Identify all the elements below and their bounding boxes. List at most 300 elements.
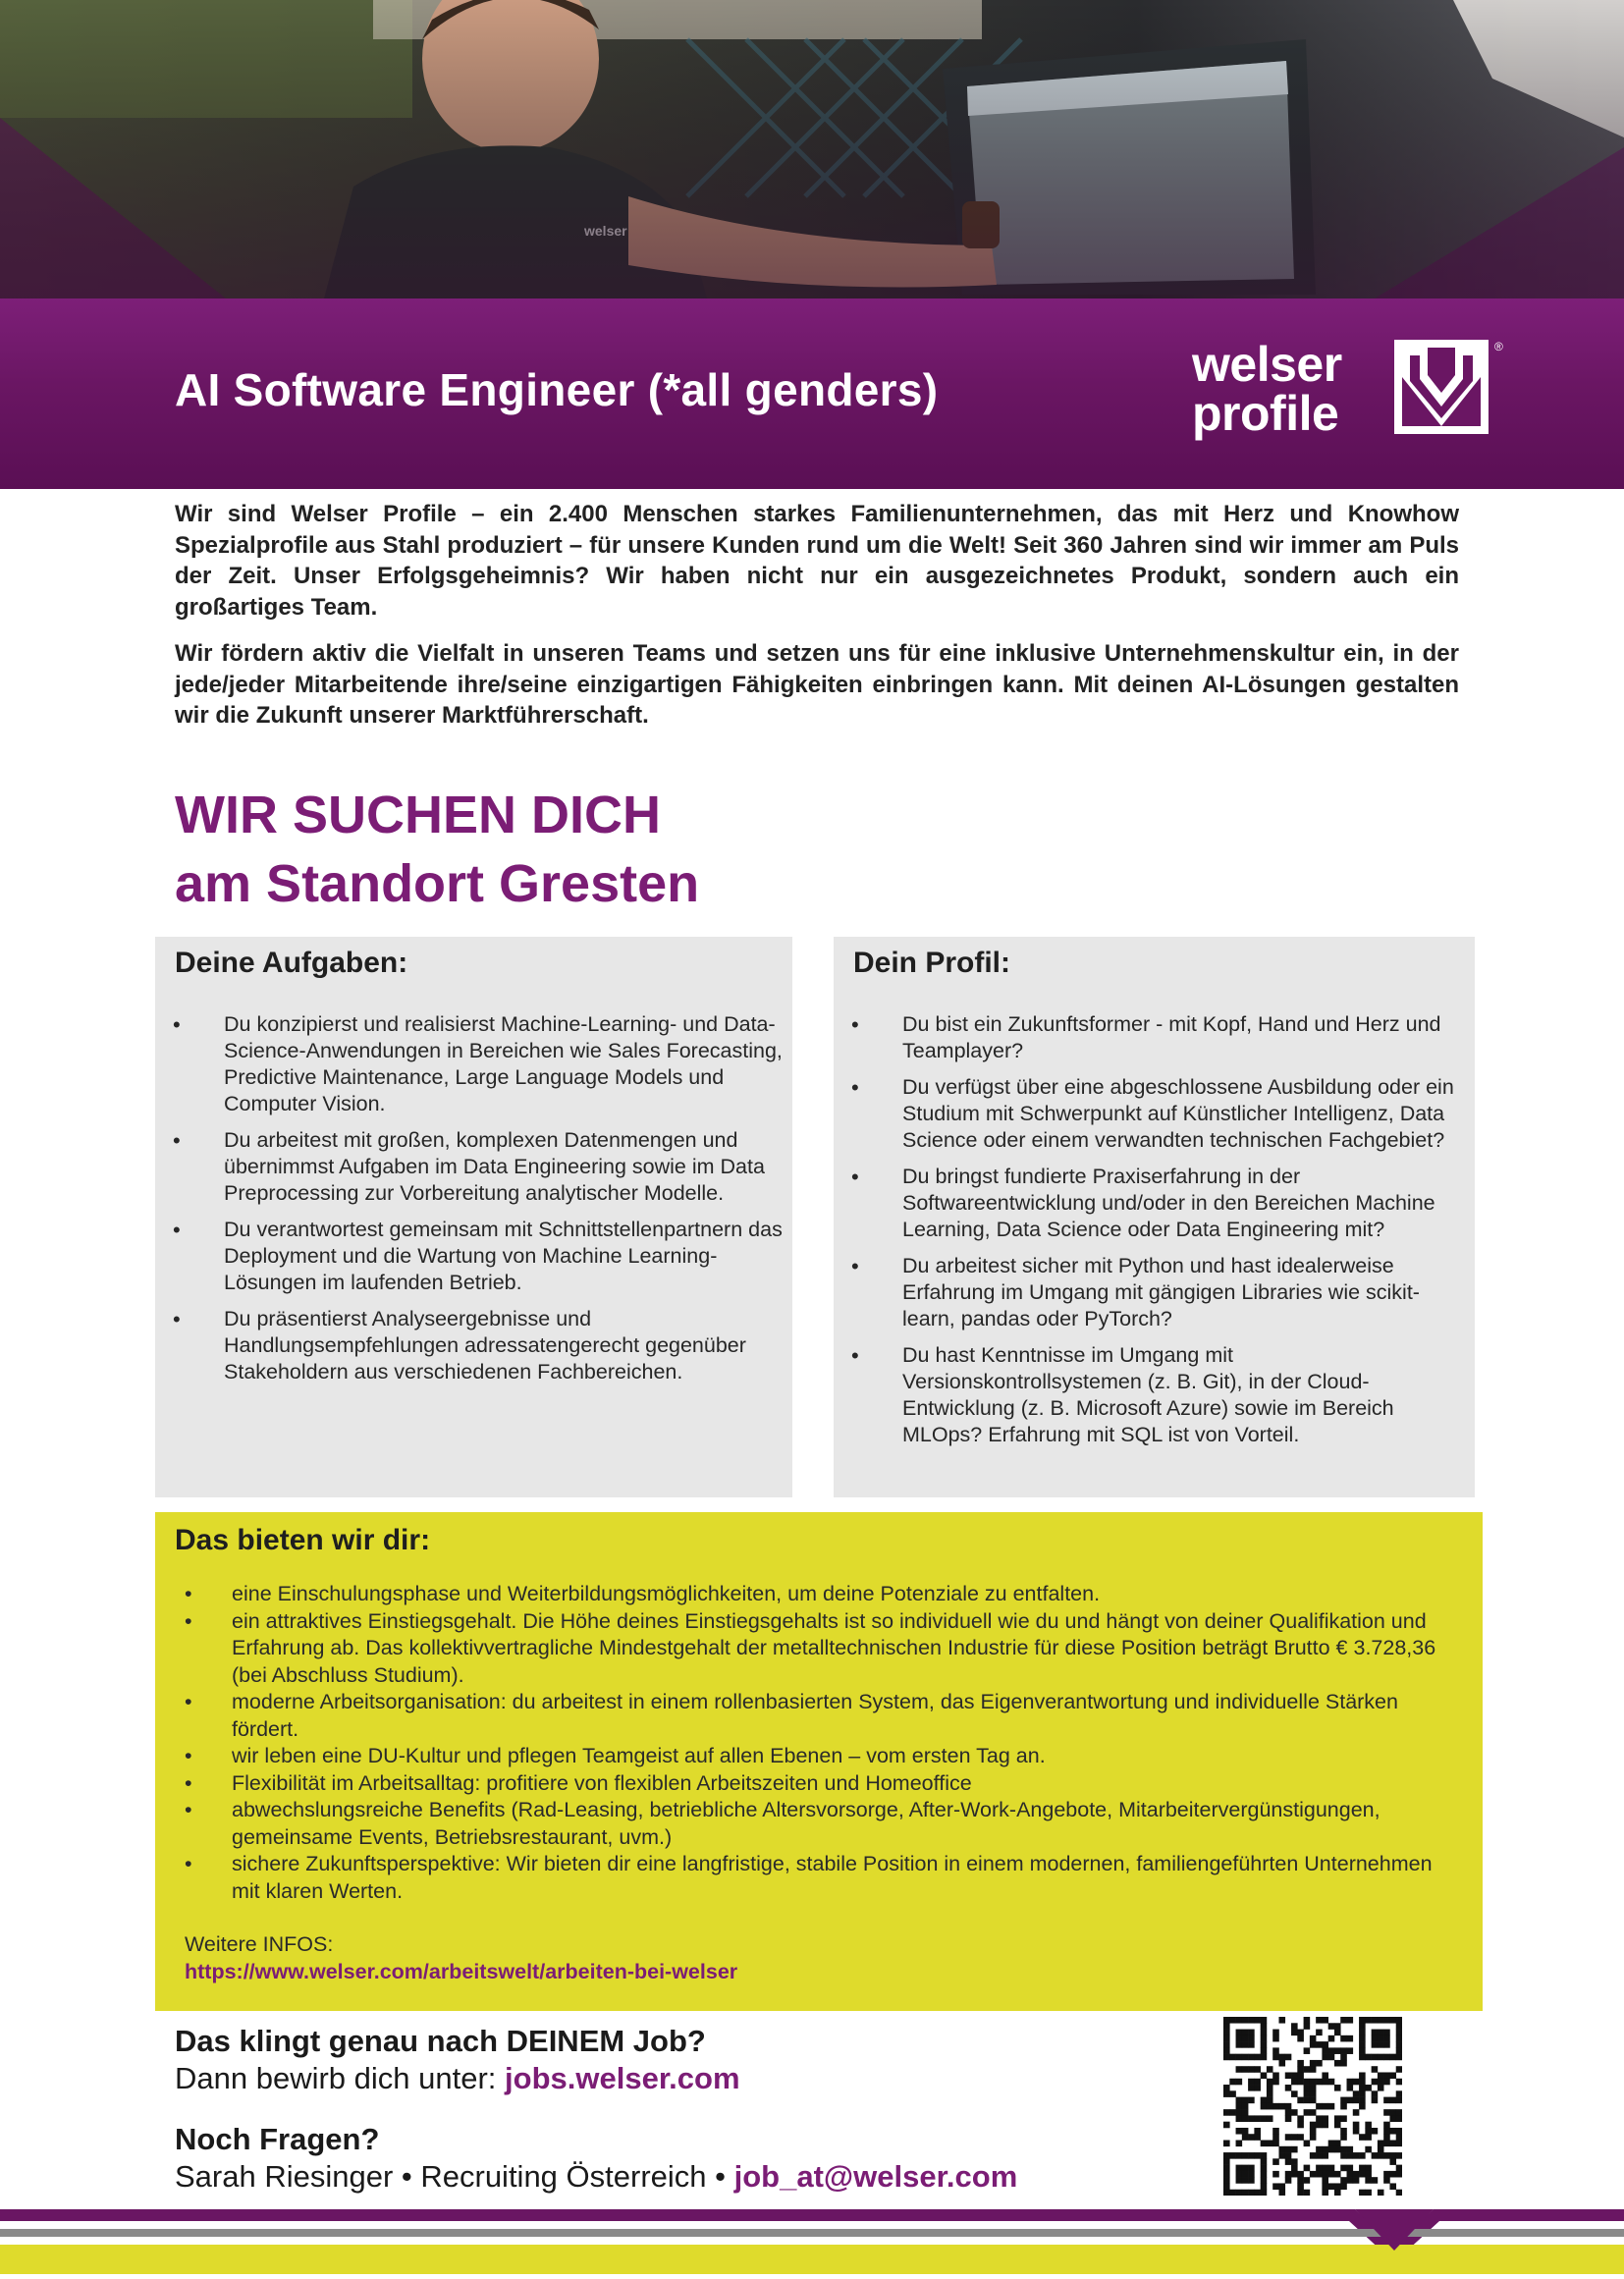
qr-module — [1229, 2054, 1236, 2061]
qr-module — [1223, 2183, 1230, 2190]
qr-module — [1340, 2047, 1347, 2054]
qr-module — [1359, 2072, 1366, 2079]
qr-module — [1316, 2152, 1323, 2159]
qr-module — [1223, 2035, 1230, 2042]
qr-module — [1285, 2146, 1292, 2153]
qr-module — [1254, 2079, 1261, 2086]
qr-module — [1229, 2079, 1236, 2086]
list-item: • sichere Zukunftsperspektive: Wir bieten dir eine langfristige, stabile Position in einem modernen, familiengeführten Unternehmen mit klaren Werten. — [155, 1851, 1461, 1905]
qr-module — [1347, 2017, 1354, 2024]
qr-module — [1383, 2141, 1390, 2147]
apply-question: Das klingt genau nach DEINEM Job? — [175, 2024, 706, 2058]
qr-module — [1297, 2171, 1304, 2178]
qr-module — [1353, 2122, 1360, 2129]
qr-module — [1328, 2146, 1335, 2153]
offer-box — [155, 1512, 1483, 2011]
qr-module — [1304, 2085, 1311, 2091]
qr-module — [1285, 2115, 1292, 2122]
qr-module — [1316, 2060, 1323, 2067]
qr-module — [1261, 2035, 1268, 2042]
qr-module — [1359, 2079, 1366, 2086]
headline-line-1: WIR SUCHEN DICH — [175, 786, 661, 844]
qr-module — [1285, 2134, 1292, 2141]
list-item: • Du verantwortest gemeinsam mit Schnittstellenpartnern das Deployment und die Wartung von Machine Learning-Lösungen im laufenden Betrieb. — [155, 1217, 784, 1296]
qr-module — [1223, 2171, 1230, 2178]
qr-module — [1359, 2090, 1366, 2097]
intro-text — [175, 499, 1459, 747]
qr-module — [1236, 2115, 1243, 2122]
qr-module — [1322, 2115, 1328, 2122]
qr-module — [1242, 2035, 1249, 2042]
logo-word-1: welser — [1192, 337, 1342, 392]
qr-module — [1316, 2103, 1323, 2110]
qr-module — [1254, 2115, 1261, 2122]
qr-module — [1372, 2079, 1379, 2086]
qr-module — [1242, 2097, 1249, 2104]
qr-module — [1310, 2079, 1317, 2086]
qr-module — [1334, 2047, 1341, 2054]
logo-word-2: profile — [1192, 386, 1339, 441]
qr-module — [1254, 2017, 1261, 2024]
qr-module — [1347, 2152, 1354, 2159]
qr-module — [1310, 2152, 1317, 2159]
qr-code[interactable] — [1223, 2017, 1402, 2196]
qr-module — [1236, 2171, 1243, 2178]
qr-module — [1389, 2158, 1396, 2165]
qr-module — [1304, 2141, 1311, 2147]
registered-mark: ® — [1494, 340, 1503, 353]
qr-module — [1223, 2152, 1230, 2159]
qr-module — [1242, 2054, 1249, 2061]
qr-module — [1340, 2128, 1347, 2135]
qr-module — [1223, 2165, 1230, 2172]
qr-module — [1383, 2054, 1390, 2061]
qr-module — [1278, 2017, 1285, 2024]
qr-module — [1242, 2041, 1249, 2048]
qr-module — [1242, 2171, 1249, 2178]
qr-module — [1310, 2171, 1317, 2178]
list-item: • Du bist ein Zukunftsformer - mit Kopf, Hand und Herz und Teamplayer? — [834, 1011, 1462, 1064]
qr-module — [1229, 2090, 1236, 2097]
qr-module — [1236, 2165, 1243, 2172]
qr-module — [1396, 2035, 1402, 2042]
qr-module — [1359, 2017, 1366, 2024]
qr-module — [1304, 2066, 1311, 2073]
qr-module — [1328, 2165, 1335, 2172]
qr-module — [1285, 2158, 1292, 2165]
qr-module — [1272, 2128, 1279, 2135]
qr-module — [1248, 2054, 1255, 2061]
qr-module — [1278, 2146, 1285, 2153]
qr-module — [1396, 2023, 1402, 2030]
qr-module — [1389, 2072, 1396, 2079]
qr-module — [1396, 2017, 1402, 2024]
qr-module — [1285, 2177, 1292, 2184]
qr-module — [1359, 2047, 1366, 2054]
qr-module — [1242, 2103, 1249, 2110]
qr-module — [1365, 2017, 1372, 2024]
contact-line — [175, 2158, 1058, 2196]
qr-module — [1347, 2079, 1354, 2086]
profile-list — [834, 1011, 1462, 1458]
qr-module — [1365, 2165, 1372, 2172]
qr-module — [1334, 2183, 1341, 2190]
qr-module — [1261, 2072, 1268, 2079]
qr-module — [1304, 2090, 1311, 2097]
qr-module — [1378, 2146, 1384, 2153]
qr-module — [1236, 2177, 1243, 2184]
qr-module — [1359, 2171, 1366, 2178]
qr-module — [1304, 2017, 1311, 2024]
qr-module — [1396, 2030, 1402, 2036]
qr-module — [1378, 2017, 1384, 2024]
more-info — [185, 1930, 737, 1985]
qr-module — [1310, 2109, 1317, 2116]
qr-module — [1389, 2097, 1396, 2104]
qr-module — [1322, 2072, 1328, 2079]
qr-module — [1396, 2152, 1402, 2159]
qr-module — [1261, 2158, 1268, 2165]
qr-module — [1396, 2041, 1402, 2048]
qr-module — [1316, 2146, 1323, 2153]
qr-module — [1272, 2103, 1279, 2110]
qr-module — [1229, 2109, 1236, 2116]
qr-module — [1365, 2177, 1372, 2184]
qr-module — [1396, 2171, 1402, 2178]
qr-module — [1267, 2066, 1273, 2073]
list-item: • Flexibilität im Arbeitsalltag: profitiere von flexiblen Arbeitszeiten und Homeoffice — [155, 1770, 1461, 1798]
qr-module — [1236, 2103, 1243, 2110]
qr-module — [1365, 2054, 1372, 2061]
list-item: • wir leben eine DU-Kultur und pflegen Teamgeist auf allen Ebenen – vom ersten Tag an. — [155, 1743, 1461, 1770]
qr-module — [1372, 2152, 1379, 2159]
qr-module — [1248, 2017, 1255, 2024]
qr-module — [1248, 2030, 1255, 2036]
qr-module — [1242, 2177, 1249, 2184]
qr-module — [1396, 2128, 1402, 2135]
qr-module — [1291, 2171, 1298, 2178]
qr-module — [1236, 2152, 1243, 2159]
qr-module — [1340, 2115, 1347, 2122]
qr-module — [1254, 2054, 1261, 2061]
list-item: • Du hast Kenntnisse im Umgang mit Versionskontrollsystemen (z. B. Git), in der Cloud-Entwicklung (z. B. Microsoft Azure) sowie im Bereich MLOps? Erfahrung mit SQL ist von Vorteil. — [834, 1342, 1462, 1448]
qr-module — [1248, 2041, 1255, 2048]
qr-module — [1261, 2047, 1268, 2054]
qr-module — [1254, 2128, 1261, 2135]
qr-module — [1310, 2060, 1317, 2067]
qr-module — [1248, 2079, 1255, 2086]
hero-illustration — [0, 0, 1624, 298]
footer-decoration — [0, 2196, 1624, 2274]
qr-module — [1285, 2054, 1292, 2061]
qr-module — [1297, 2060, 1304, 2067]
qr-module — [1272, 2183, 1279, 2190]
qr-module — [1304, 2023, 1311, 2030]
qr-module — [1261, 2165, 1268, 2172]
qr-module — [1272, 2035, 1279, 2042]
qr-module — [1261, 2141, 1268, 2147]
qr-module — [1223, 2177, 1230, 2184]
qr-module — [1353, 2109, 1360, 2116]
qr-module — [1254, 2152, 1261, 2159]
qr-module — [1223, 2030, 1230, 2036]
qr-module — [1304, 2097, 1311, 2104]
qr-module — [1304, 2109, 1311, 2116]
list-item: • eine Einschulungsphase und Weiterbildungsmöglichkeiten, um deine Potenziale zu entfalten. — [155, 1581, 1461, 1608]
qr-module — [1304, 2079, 1311, 2086]
qr-module — [1316, 2079, 1323, 2086]
qr-module — [1340, 2060, 1347, 2067]
qr-module — [1378, 2035, 1384, 2042]
qr-module — [1242, 2152, 1249, 2159]
qr-module — [1353, 2090, 1360, 2097]
qr-module — [1248, 2165, 1255, 2172]
qr-module — [1396, 2054, 1402, 2061]
qr-module — [1285, 2072, 1292, 2079]
qr-module — [1297, 2097, 1304, 2104]
qr-module — [1383, 2128, 1390, 2135]
tasks-list — [155, 1011, 784, 1395]
qr-module — [1236, 2030, 1243, 2036]
qr-module — [1353, 2171, 1360, 2178]
qr-module — [1322, 2054, 1328, 2061]
qr-module — [1310, 2066, 1317, 2073]
qr-module — [1236, 2128, 1243, 2135]
qr-module — [1242, 2066, 1249, 2073]
qr-module — [1304, 2165, 1311, 2172]
qr-module — [1291, 2165, 1298, 2172]
qr-module — [1285, 2171, 1292, 2178]
list-item: • abwechslungsreiche Benefits (Rad-Leasing, betriebliche Altersvorsorge, After-Work-Angebote, Mitarbeitervergünstigungen, gemeinsame Events, Betriebsrestaurant, uvm.) — [155, 1797, 1461, 1851]
qr-module — [1297, 2035, 1304, 2042]
footer-stripes — [0, 2196, 1624, 2274]
list-item: • Du präsentierst Analyseergebnisse und Handlungsempfehlungen adressatengerecht gegenüber Stakeholdern aus verschiedenen Fachbereichen. — [155, 1306, 784, 1385]
qr-module — [1334, 2171, 1341, 2178]
qr-module — [1297, 2122, 1304, 2129]
qr-module — [1322, 2122, 1328, 2129]
qr-module — [1236, 2054, 1243, 2061]
qr-module — [1272, 2030, 1279, 2036]
qr-module — [1353, 2177, 1360, 2184]
qr-module — [1340, 2183, 1347, 2190]
qr-module — [1316, 2030, 1323, 2036]
qr-module — [1328, 2079, 1335, 2086]
qr-module — [1383, 2035, 1390, 2042]
qr-module — [1340, 2035, 1347, 2042]
qr-module — [1261, 2097, 1268, 2104]
qr-module — [1223, 2017, 1230, 2024]
qr-module — [1383, 2041, 1390, 2048]
qr-module — [1261, 2171, 1268, 2178]
qr-module — [1359, 2041, 1366, 2048]
qr-module — [1316, 2017, 1323, 2024]
qr-module — [1359, 2085, 1366, 2091]
qr-module — [1272, 2134, 1279, 2141]
qr-module — [1291, 2134, 1298, 2141]
qr-module — [1359, 2103, 1366, 2110]
qr-module — [1365, 2171, 1372, 2178]
qr-module — [1236, 2041, 1243, 2048]
qr-module — [1383, 2171, 1390, 2178]
qr-module — [1261, 2023, 1268, 2030]
qr-module — [1328, 2054, 1335, 2061]
apply-section — [175, 2023, 1058, 2196]
qr-module — [1372, 2030, 1379, 2036]
more-info-link[interactable]: https://www.welser.com/arbeitswelt/arbeiten-bei-welser — [185, 1960, 738, 1983]
more-info-label: Weitere INFOS: — [185, 1932, 334, 1956]
qr-module — [1310, 2134, 1317, 2141]
qr-module — [1285, 2103, 1292, 2110]
qr-module — [1310, 2090, 1317, 2097]
qr-module — [1359, 2035, 1366, 2042]
tasks-box — [155, 937, 792, 1497]
qr-module — [1378, 2085, 1384, 2091]
list-item: • moderne Arbeitsorganisation: du arbeitest in einem rollenbasierten System, das Eigenverantwortung und individuelle Stärken fördert. — [155, 1689, 1461, 1743]
qr-module — [1278, 2152, 1285, 2159]
qr-module — [1278, 2103, 1285, 2110]
list-item: • Du konzipierst und realisierst Machine-Learning- und Data-Science-Anwendungen in Bereichen wie Sales Forecasting, Predictive Maintenance, Large Language Models und Computer Vision. — [155, 1011, 784, 1117]
qr-module — [1316, 2041, 1323, 2048]
qr-module — [1223, 2109, 1230, 2116]
qr-module — [1378, 2041, 1384, 2048]
qr-module — [1353, 2097, 1360, 2104]
qr-module — [1254, 2066, 1261, 2073]
qr-module — [1396, 2165, 1402, 2172]
qr-module — [1223, 2090, 1230, 2097]
qr-module — [1389, 2141, 1396, 2147]
tasks-heading: Deine Aufgaben: — [175, 947, 408, 979]
qr-module — [1396, 2090, 1402, 2097]
qr-module — [1347, 2035, 1354, 2042]
qr-module — [1248, 2134, 1255, 2141]
qr-module — [1347, 2097, 1354, 2104]
job-title: AI Software Engineer (*all genders) — [175, 364, 939, 415]
qr-module — [1310, 2041, 1317, 2048]
qr-module — [1340, 2134, 1347, 2141]
qr-module — [1272, 2141, 1279, 2147]
qr-module — [1396, 2141, 1402, 2147]
logo-wordmark — [1192, 337, 1342, 441]
apply-link[interactable]: jobs.welser.com — [505, 2061, 740, 2095]
qr-module — [1297, 2115, 1304, 2122]
qr-module — [1310, 2085, 1317, 2091]
qr-module — [1285, 2109, 1292, 2116]
logo-emblem-icon — [1392, 338, 1490, 436]
qr-module — [1334, 2023, 1341, 2030]
contact-email-link[interactable]: job_at@welser.com — [733, 2159, 1018, 2194]
qr-module — [1359, 2152, 1366, 2159]
qr-module — [1267, 2090, 1273, 2097]
qr-module — [1334, 2030, 1341, 2036]
qr-module — [1267, 2085, 1273, 2091]
qr-module — [1359, 2023, 1366, 2030]
qr-module — [1242, 2128, 1249, 2135]
qr-module — [1389, 2152, 1396, 2159]
qr-module — [1396, 2066, 1402, 2073]
qr-module — [1254, 2134, 1261, 2141]
qr-module — [1267, 2141, 1273, 2147]
qr-module — [1310, 2097, 1317, 2104]
qr-module — [1389, 2115, 1396, 2122]
qr-module — [1322, 2041, 1328, 2048]
headline — [175, 781, 699, 918]
qr-module — [1291, 2023, 1298, 2030]
qr-module — [1322, 2152, 1328, 2159]
qr-module — [1261, 2115, 1268, 2122]
qr-module — [1291, 2072, 1298, 2079]
qr-module — [1229, 2017, 1236, 2024]
profile-box — [834, 937, 1475, 1497]
qr-module — [1353, 2079, 1360, 2086]
apply-text: Dann bewirb dich unter: — [175, 2061, 506, 2095]
qr-module — [1223, 2158, 1230, 2165]
qr-module — [1322, 2171, 1328, 2178]
qr-module — [1328, 2183, 1335, 2190]
qr-module — [1285, 2085, 1292, 2091]
qr-module — [1242, 2030, 1249, 2036]
qr-module — [1316, 2115, 1323, 2122]
qr-module — [1328, 2035, 1335, 2042]
list-item: • ein attraktives Einstiegsgehalt. Die Höhe deines Einstiegsgehalts ist so individuell wie du und hängt von deiner Qualifikation und Erfahrung ab. Das kollektivvertragliche Mindestgehalt der metalltechnischen Industrie für diese Position beträgt Brutto € 3.728,36 (bei Abschluss Studium). — [155, 1608, 1461, 1690]
qr-module — [1365, 2134, 1372, 2141]
qr-module — [1328, 2141, 1335, 2147]
qr-module — [1372, 2017, 1379, 2024]
qr-module — [1291, 2109, 1298, 2116]
qr-module — [1223, 2122, 1230, 2129]
qr-module — [1248, 2035, 1255, 2042]
qr-module — [1372, 2090, 1379, 2097]
qr-module — [1389, 2054, 1396, 2061]
qr-module — [1383, 2134, 1390, 2141]
qr-module — [1334, 2141, 1341, 2147]
qr-module — [1248, 2097, 1255, 2104]
qr-module — [1316, 2122, 1323, 2129]
qr-module — [1396, 2079, 1402, 2086]
list-item: • Du verfügst über eine abgeschlossene Ausbildung oder ein Studium mit Schwerpunkt auf Künstlicher Intelligenz, Data Science oder einem verwandten technischen Fachgebiet? — [834, 1074, 1462, 1154]
qr-module — [1340, 2103, 1347, 2110]
qr-module — [1236, 2141, 1243, 2147]
qr-module — [1272, 2072, 1279, 2079]
qr-module — [1396, 2109, 1402, 2116]
qr-module — [1347, 2047, 1354, 2054]
qr-module — [1236, 2109, 1243, 2116]
qr-module — [1322, 2146, 1328, 2153]
qr-module — [1359, 2097, 1366, 2104]
qr-module — [1297, 2030, 1304, 2036]
profile-heading: Dein Profil: — [853, 947, 1011, 979]
qr-module — [1383, 2152, 1390, 2159]
qr-module — [1297, 2183, 1304, 2190]
intro-paragraph-2: Wir fördern aktiv die Vielfalt in unseren Teams und setzen uns für eine inklusive Unternehmenskultur ein, in der jede/jeder Mitarbeitende ihre/seine einzigartigen Fähigkeiten einbringen kann. Mit deinen AI-Lösungen gestalten wir die Zukunft unserer Marktführerschaft. — [175, 640, 1459, 729]
qr-module — [1278, 2060, 1285, 2067]
qr-module — [1359, 2054, 1366, 2061]
qr-module — [1340, 2165, 1347, 2172]
qr-module — [1359, 2134, 1366, 2141]
qr-module — [1248, 2171, 1255, 2178]
qr-module — [1389, 2109, 1396, 2116]
qr-module — [1310, 2128, 1317, 2135]
qr-module — [1353, 2152, 1360, 2159]
qr-module — [1322, 2047, 1328, 2054]
qr-module — [1236, 2079, 1243, 2086]
qr-module — [1347, 2177, 1354, 2184]
headline-line-2: am Standort Gresten — [175, 854, 700, 913]
qr-module — [1383, 2122, 1390, 2129]
qr-module — [1322, 2017, 1328, 2024]
qr-module — [1322, 2183, 1328, 2190]
qr-module — [1261, 2030, 1268, 2036]
qr-module — [1389, 2183, 1396, 2190]
